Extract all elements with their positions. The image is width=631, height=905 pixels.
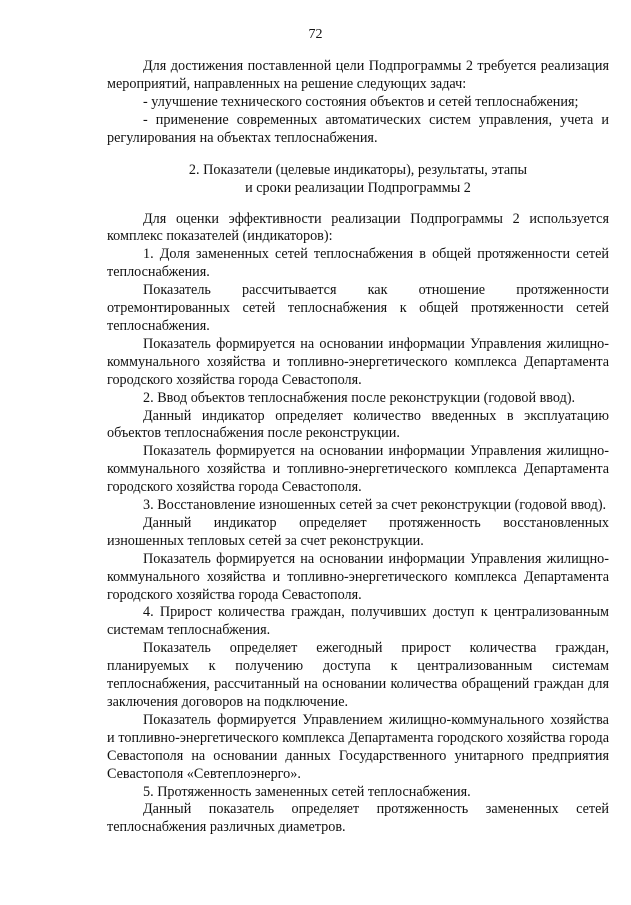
body-paragraph: Показатель формируется на основании информации Управления жилищно-коммунального хозяйства и топливно-энергетического комплекса Департамента городского хозяйства города Севастополя. xyxy=(107,443,609,496)
indicator-title: 3. Восстановление изношенных сетей за счет реконструкции (годовой ввод). xyxy=(143,497,607,514)
indicator-title: 4. Прирост количества граждан, получивших доступ к централизованным системам теплоснабжения. xyxy=(107,604,609,639)
document-body xyxy=(107,58,609,837)
task-item: - применение современных автоматических систем управления, учета и регулирования на объектах теплоснабжения. xyxy=(107,111,609,146)
task-item: - улучшение технического состояния объектов и сетей теплоснабжения; xyxy=(143,93,579,110)
body-paragraph: Данный показатель определяет протяженность замененных сетей теплоснабжения различных диаметров. xyxy=(107,801,609,836)
body-paragraph: Для оценки эффективности реализации Подпрограммы 2 используется комплекс показателей (индикаторов): xyxy=(107,210,609,245)
indicator-title: 5. Протяженность замененных сетей теплоснабжения. xyxy=(143,783,471,800)
section-heading-line: 2. Показатели (целевые индикаторы), результаты, этапы xyxy=(188,161,528,178)
body-paragraph: Данный индикатор определяет протяженность восстановленных изношенных тепловых сетей за счет реконструкции. xyxy=(107,514,609,549)
body-paragraph: Показатель формируется на основании информации Управления жилищно-коммунального хозяйства и топливно-энергетического комплекса Департамента городского хозяйства города Севастополя. xyxy=(107,335,609,388)
section-heading xyxy=(107,161,609,197)
body-paragraph: Показатель определяет ежегодный прирост количества граждан, планируемых к получению доступа к централизованным системам теплоснабжения, рассчитанный на основании количества обращений граждан для заключения договоров на подключение. xyxy=(107,640,609,710)
page-number: 72 xyxy=(308,27,323,42)
body-paragraph: Данный индикатор определяет количество введенных в эксплуатацию объектов теплоснабжения после реконструкции. xyxy=(107,407,609,442)
body-paragraph: Показатель формируется на основании информации Управления жилищно-коммунального хозяйства и топливно-энергетического комплекса Департамента городского хозяйства города Севастополя. xyxy=(107,550,609,603)
body-paragraph: Показатель формируется Управлением жилищно-коммунального хозяйства и топливно-энергетического комплекса Департамента городского хозяйства города Севастополя на основании данных Государственного унитарного предприятия Севастополя «Севтеплоэнерго». xyxy=(107,711,609,782)
intro-paragraph: Для достижения поставленной цели Подпрограммы 2 требуется реализация мероприятий, направленных на решение следующих задач: xyxy=(107,58,609,92)
indicator-title: 2. Ввод объектов теплоснабжения после реконструкции (годовой ввод). xyxy=(143,389,576,406)
indicator-title: 1. Доля замененных сетей теплоснабжения в общей протяженности сетей теплоснабжения. xyxy=(107,246,609,281)
section-heading-line: и сроки реализации Подпрограммы 2 xyxy=(245,179,471,196)
body-paragraph: Показатель рассчитывается как отношение протяженности отремонтированных сетей теплоснабжения к общей протяженности сетей теплоснабжения. xyxy=(107,282,609,334)
